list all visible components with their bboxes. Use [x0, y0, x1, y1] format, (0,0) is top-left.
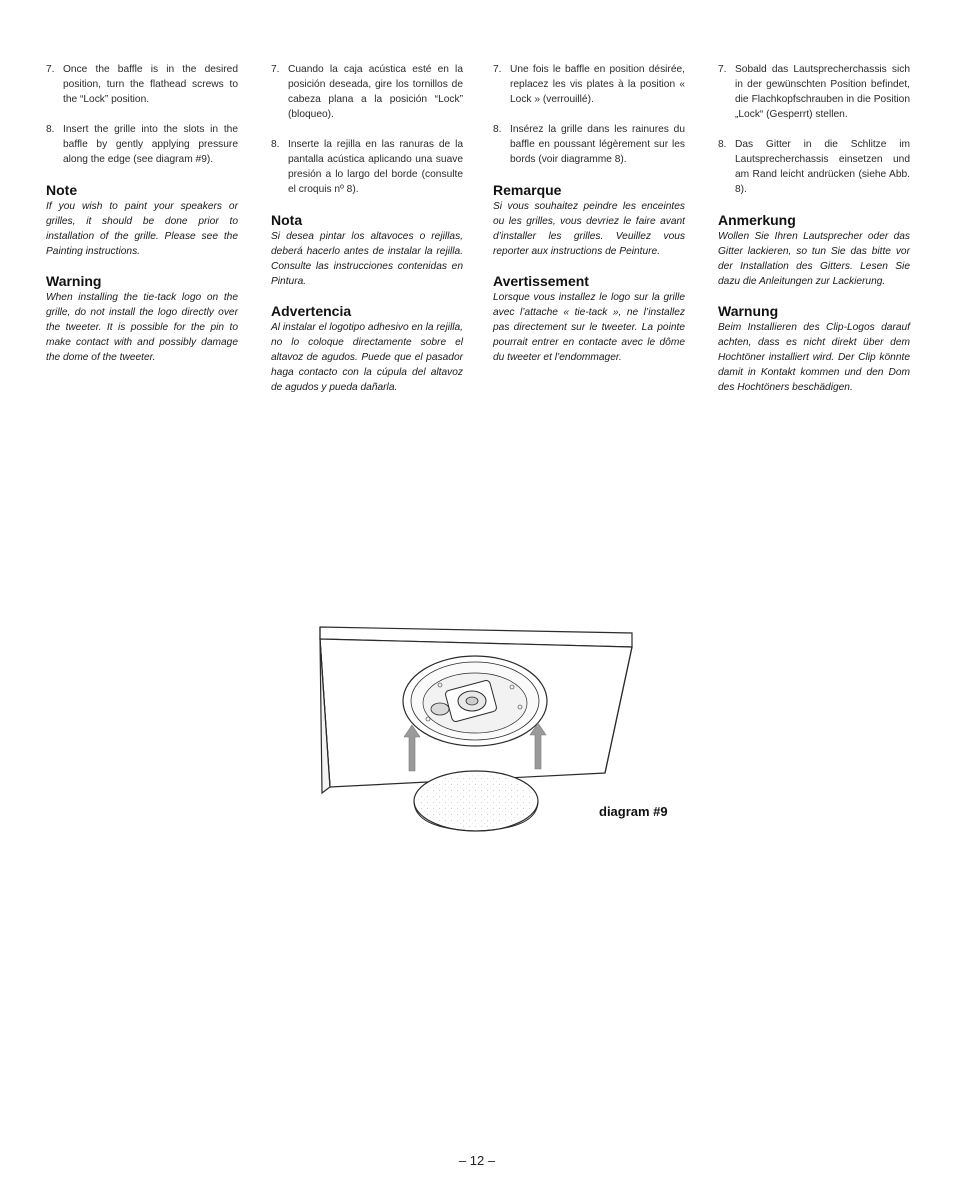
- column-german: [718, 62, 910, 409]
- column-french: [493, 62, 685, 379]
- speaker-baffle: [403, 656, 547, 746]
- speaker-grille: [414, 771, 538, 831]
- step-7: 7. Cuando la caja acústica esté en la posición deseada, gire los tornillos de cabeza plana a la posición “Lock” (bloqueo).: [271, 64, 463, 120]
- step-7: 7. Once the baffle is in the desired position, turn the flathead screws to the “Lock” position.: [46, 64, 238, 105]
- note-text: If you wish to paint your speakers or grilles, it should be done prior to installation of the grille. Please see the Painting instructions.: [46, 201, 238, 257]
- step-7: 7. Une fois le baffle en position désirée, replacez les vis plates à la position « Lock » (verrouillé).: [493, 64, 685, 105]
- note-text: Wollen Sie Ihren Lautsprecher oder das Gitter lackieren, so tun Sie das bitte vor der Installation des Gitters. Lesen Sie dazu die Anleitungen zur Lackierung.: [718, 231, 910, 287]
- step-text: Das Gitter in die Schlitze im Lautsprecherchassis einsetzen und am Rand leicht andrücken (siehe Abb. 8).: [735, 139, 910, 195]
- step-8: 8. Inserte la rejilla en las ranuras de la pantalla acústica aplicando una suave presión a lo largo del borde (consulte el croquis nº 8).: [271, 139, 463, 195]
- note-text: Si desea pintar los altavoces o rejillas, deberá hacerlo antes de instalar la rejilla. Consulte las instrucciones contenidas en Pintura.: [271, 231, 463, 287]
- warning-text: When installing the tie-tack logo on the grille, do not install the logo directly over the tweeter. It is possible for the pin to make contact with and possibly damage the dome of the tweeter.: [46, 292, 238, 363]
- step-8: 8. Insérez la grille dans les rainures du baffle en poussant légèrement sur les bords (voir diagramme 8).: [493, 124, 685, 165]
- step-text: Cuando la caja acústica esté en la posición deseada, gire los tornillos de cabeza plana a la posición “Lock” (bloqueo).: [288, 64, 463, 120]
- note-text: Si vous souhaitez peindre les enceintes ou les grilles, vous devriez le faire avant d’installer les grilles. Veuillez vous reporter aux instructions de Peinture.: [493, 201, 685, 257]
- steps-list: [718, 62, 910, 197]
- note-heading: Anmerkung: [718, 212, 796, 228]
- step-text: Une fois le baffle en position désirée, replacez les vis plates à la position « Lock » (verrouillé).: [510, 64, 685, 105]
- warning-heading: Avertissement: [493, 273, 589, 289]
- steps-list: [271, 62, 463, 197]
- step-text: Inserte la rejilla en las ranuras de la pantalla acústica aplicando una suave presión a lo largo del borde (consulte el croquis nº 8).: [288, 139, 463, 195]
- warning-heading: Warning: [46, 273, 102, 289]
- note-heading: Remarque: [493, 182, 562, 198]
- diagram-label: diagram #9: [599, 804, 668, 819]
- step-text: Insérez la grille dans les rainures du baffle en poussant légèrement sur les bords (voir diagramme 8).: [510, 124, 685, 165]
- step-8: 8. Insert the grille into the slots in the baffle by gently applying pressure along the edge (see diagram #9).: [46, 124, 238, 165]
- step-text: Once the baffle is in the desired position, turn the flathead screws to the “Lock” position.: [63, 64, 238, 105]
- column-spanish: [271, 62, 463, 409]
- step-text: Insert the grille into the slots in the baffle by gently applying pressure along the edge (see diagram #9).: [63, 124, 238, 165]
- page-number: – 12 –: [458, 1153, 496, 1168]
- note-heading: Nota: [271, 212, 303, 228]
- warning-text: Beim Installieren des Clip-Logos darauf achten, dass es nicht direkt über dem Hochtöner installiert wird. Der Clip könnte damit in Kontakt kommen und den Dom des Hochtöners beschädigen.: [718, 322, 910, 393]
- warning-heading: Advertencia: [271, 303, 352, 319]
- note-heading: Note: [46, 182, 78, 198]
- column-english: [46, 62, 238, 379]
- warning-text: Lorsque vous installez le logo sur la grille avec l’attache « tie-tack », ne l’installez pas directement sur le tweeter. La pointe pourrait entrer en contacte avec le dôme du tweeter et l’endommager.: [493, 292, 685, 363]
- steps-list: [493, 62, 685, 167]
- warning-text: Al instalar el logotipo adhesivo en la rejilla, no lo coloque directamente sobre el altavoz de agudos. Puede que el pasador haga contacto con la cúpula del altavoz de agudos y pueda dañarla.: [271, 322, 463, 393]
- steps-list: [46, 62, 238, 167]
- step-8: 8. Das Gitter in die Schlitze im Lautsprecherchassis einsetzen und am Rand leicht andrücken (siehe Abb. 8).: [718, 139, 910, 195]
- step-7: 7. Sobald das Lautsprecherchassis sich in der gewünschten Position befindet, die Flachkopfschrauben in die Position „Lock“ (Gesperrt) stellen.: [718, 64, 910, 120]
- step-text: Sobald das Lautsprecherchassis sich in der gewünschten Position befindet, die Flachkopfschrauben in die Position „Lock“ (Gesperrt) stellen.: [735, 64, 910, 120]
- warning-heading: Warnung: [718, 303, 779, 319]
